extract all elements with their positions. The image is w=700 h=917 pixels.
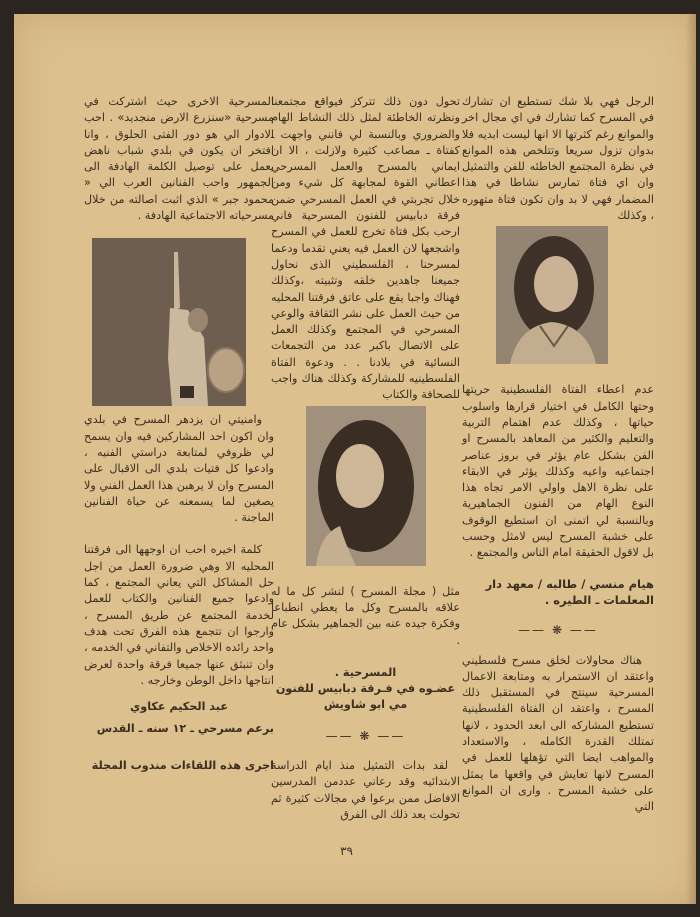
boy-illustration — [92, 238, 246, 406]
sig-line-2: عضـوه في فـرقة دبابيس للفنون — [275, 682, 456, 696]
left-para-3: كلمة اخيره احب ان اوجهها الى فرقتنا المحليه الا وهي ضرورة العمل من اجل حل المشاكل التي يعاني المجتمع ، كما وادعوا جميع الفنانين والكتاب للعمل لخدمة المجتمع عن طريق المسرح ، وارجوا ان تتجمع هذه الفرق تحت هدف واحد رائده الاخلاص والتفاني في الخدمه ، وان تنبثق عنها جميعا فرقة واحدة لعرض انتاجها داخل الوطن وخارجه . — [84, 543, 274, 687]
right-column — [462, 94, 654, 816]
sig-line-1: المسرحية . — [334, 665, 397, 679]
right-para-2: عدم اعطاء الفتاة الفلسطينية حريتها وحتها الكامل في اختيار قرارها واسلوب حياتها ، وكذلك عدم اهتمام التربية والتعليم والكثير من المعاهد بالمسرح او الفن بشكل عام يؤثر في بروز عناصر اجتماعيه واعيه وكذلك يؤثر في الابقاء على نظرة الاهل واولي الامر تجاه هذا النوع الهام من الفنون الجماهيرية وبالنسبة لي اتمنى ان استطيع الوقوف على خشبة المسرح ليس لامثل وحسب بل لاقول الحقيقة امام الناس والمجتمع . — [462, 383, 654, 560]
portrait-illustration — [496, 226, 608, 364]
section-separator: —— ❋ —— — [325, 728, 406, 743]
interviewee-desc: برعم مسرحي ـ ١٢ سنه ـ القدس — [96, 722, 274, 736]
interviewee-signature-hiyam: هيام منسي / طالبه / معهد دار المعلمات ـ الطيره . — [485, 576, 654, 607]
left-column — [84, 94, 274, 774]
interviewee-name-abdulhakim: عبد الحكيم عكاوي — [130, 700, 228, 714]
interviewee-name-mai: مي ابو شاويش — [323, 698, 408, 712]
middle-para-3: لقد بدات التمثيل منذ ايام الدراسة الابتدائيه وقد رعاني عددمن المدرسين الافاضل ممن برعوا في مجالات كثيرة ثم تحولت بعد ذلك الى الفرق — [271, 759, 460, 821]
interviews-credit: اجرى هذه اللقاءات مندوب المجلة — [91, 758, 274, 772]
portrait-illustration — [306, 406, 426, 566]
right-para-1: الرجل فهي بلا شك تستطيع ان تشارك في المسرح كما تشارك في اي مجال اخر والموانع رغم كثرتها الا انها ليست ابديه فلا بدوان تزول سريعا وتتلخص هذه الموانع في نظرة المجتمع الخاطئه للفن والتمثيل وان اي فتاة تمارس نشاطا في هذا المضمار فهي لا بد وان تكون فتاة متهوره ، وكذلك — [462, 95, 654, 223]
right-para-3: هناك محاولات لخلق مسرح فلسطيني واعتقد ان الاستمرار به ومتابعة الاعمال المسرحية سينتج في المستقبل ذلك المسرح ، واعتقد ان الفتاة الفلسطينية تستطيع المشاركه الى ابعد الحدود ، لانها تمتلك القدرة الكامله ، والاستعداد والمواهب ايضا التي تؤهلها للعمل في المسرح لانها تعايش في واقعها ما يمثل على خشبة المسرح . وارى ان الموانع التي — [462, 653, 654, 814]
section-separator: —— ❋ —— — [518, 623, 598, 638]
left-para-2: وامنيتي ان يزدهر المسرح في بلدي وان اكون احد المشاركين فيه وان يسمح لي ظروفي لمتابعة دراستي الفنيه ، وادعوا كل فتيات بلدي الى الاقبال على المسرح وان لا يرهبن هذا العمل الفني ولا يصغين لما يسمعنه عن حياة الفنانين الماجنة . — [84, 413, 274, 525]
magazine-page — [14, 14, 696, 904]
portrait-young-woman-right — [496, 226, 608, 364]
portrait-young-woman-middle — [306, 406, 426, 566]
left-para-1: المسرحية الاخرى حيث اشتركت في مسرحية «سنزرع الارض منجديد» . احب الادوار الي هو دور الفتى الحلوق ، وانا افتخر ان يكون في بلدي شباب ناهض يعمل على توصيل الكلمة الهادفة الى الجمهور واحب الفنانين العرب الي « محمود جبر » الذي اثبت اصالته من خلال مسرحياته الاجتماعية الهادفة . — [84, 95, 274, 223]
boy-actor-with-basket — [92, 238, 246, 406]
middle-para-1: تحول دون ذلك تتركز فيواقع مجتمعنا ونظرته الخاطئة لمثل ذلك النشاط الهام والضروري وبالنسبة لي فانني واجهت ـ كفتاة ـ مصاعب كثيرة ولازلت ، الا ان ايماني بالمسرح والعمل المسرحي اعطاني القوة لمجابهة كل شيء ومن خلال تجربتي في العمل المسرحي ضمن فرقة دبابيس للفنون المسرحية فاني ارحب بكل فتاة تخرج للعمل في المسرح واشجعها لان العمل فيه يعني تقدما ودعما لمسرحنا ، الفلسطيني الذى نحاول جميعنا جاهدين خلقه وتثبيته ،وكذلك فهناك واجبا يقع على عاتق فرقتنا المحليه من حيث العمل على نشر الثقافة والوعي المسرحي في المجتمع وكذلك العمل على الاتصال باكبر عدد من التجمعات النسائية في بلادنا . . ودعوة الفتاة الفلسطينيه للمشاركة وكذلك هناك واجب للصحافة والكتاب — [271, 95, 460, 402]
page-number: ٣٩ — [340, 844, 353, 858]
middle-para-2: مثل ( مجلة المسرح ) لنشر كل ما له علاقه بالمسرح وكل ما يعطي انطباعا وفكرة جيده عنه بين الجماهير بشكل عام . — [271, 584, 460, 647]
